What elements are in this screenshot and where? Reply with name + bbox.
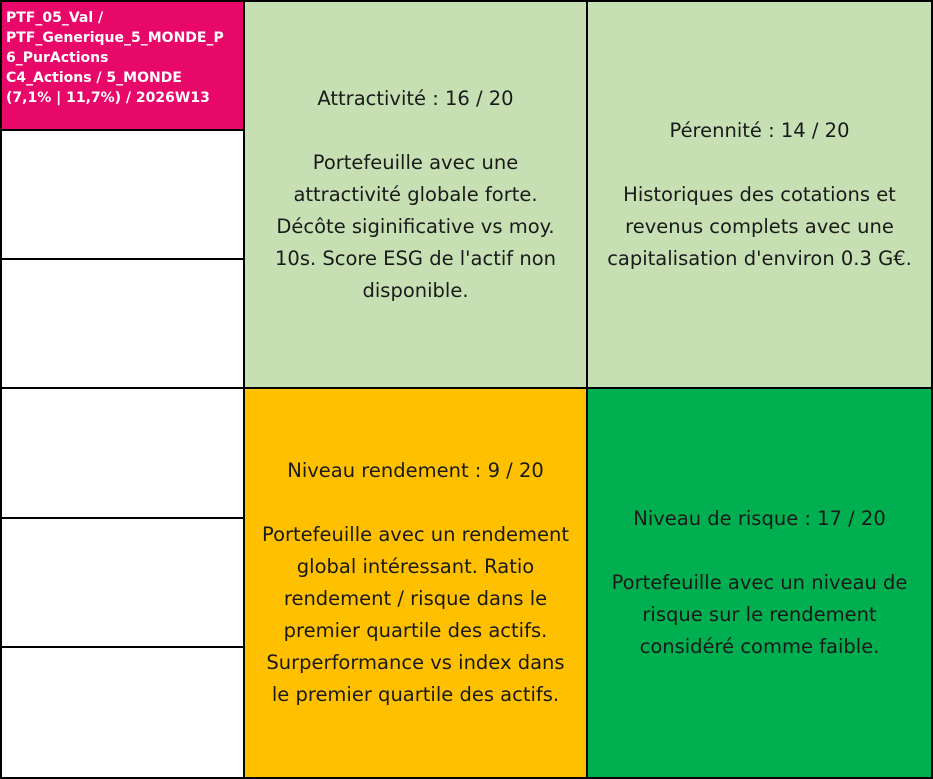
- divider-left-1: [0, 129, 245, 131]
- perennite-title: Pérennité : 14 / 20: [669, 118, 850, 142]
- risque-line-2: risque sur le rendement: [642, 603, 877, 626]
- header-line-4: C4_Actions / 5_MONDE: [6, 70, 182, 86]
- risque-title: Niveau de risque : 17 / 20: [633, 507, 886, 530]
- header-line-1: PTF_05_Val /: [6, 10, 104, 26]
- rendement-line-4: premier quartile des actifs.: [283, 619, 548, 642]
- header-line-3: 6_PurActions: [6, 50, 109, 66]
- rendement-line-3: rendement / risque dans le: [283, 587, 548, 610]
- attractivite-title: Attractivité : 16 / 20: [317, 86, 514, 110]
- perennite-line-1: Historiques des cotations et: [623, 182, 896, 206]
- rendement-line-1: Portefeuille avec un rendement: [262, 523, 569, 546]
- rendement-line-5: Surperformance vs index dans: [266, 651, 565, 674]
- empty-cell-1[interactable]: [2, 131, 243, 258]
- border-left: [0, 0, 2, 779]
- attractivite-line-3: Décôte siginificative vs moy.: [276, 214, 555, 238]
- header-line-5: (7,1% | 11,7%) / 2026W13: [6, 90, 210, 106]
- portfolio-header-cell[interactable]: [2, 2, 243, 129]
- divider-left-2: [0, 258, 245, 260]
- attractivite-line-1: Portefeuille avec une: [312, 150, 519, 174]
- rendement-description: [262, 519, 569, 711]
- attractivite-line-4: 10s. Score ESG de l'actif non: [275, 246, 556, 270]
- risque-line-1: Portefeuille avec un niveau de: [611, 571, 908, 594]
- attractivite-line-2: attractivité globale forte.: [293, 182, 538, 206]
- divider-mid: [0, 387, 933, 389]
- risque-description: [612, 567, 908, 663]
- attractivite-line-5: disponible.: [362, 278, 469, 302]
- perennite-cell[interactable]: [588, 2, 931, 387]
- divider-col-2: [586, 0, 588, 779]
- perennite-line-3: capitalisation d'environ 0.3 G€.: [607, 246, 912, 270]
- risque-cell[interactable]: [588, 389, 931, 777]
- divider-col-1: [243, 0, 245, 779]
- divider-left-4: [0, 646, 245, 648]
- empty-cell-3[interactable]: [2, 389, 243, 517]
- attractivite-description: [275, 147, 556, 307]
- empty-cell-2[interactable]: [2, 260, 243, 387]
- divider-left-3: [0, 517, 245, 519]
- perennite-line-2: revenus complets avec une: [625, 214, 894, 238]
- rendement-cell[interactable]: [245, 389, 586, 777]
- rendement-line-6: le premier quartile des actifs.: [271, 683, 560, 706]
- header-line-2: PTF_Generique_5_MONDE_P: [6, 30, 224, 46]
- empty-cell-5[interactable]: [2, 648, 243, 777]
- perennite-description: [607, 179, 912, 275]
- rendement-line-2: global intéressant. Ratio: [296, 555, 535, 578]
- rendement-title: Niveau rendement : 9 / 20: [287, 459, 544, 482]
- risque-line-3: considéré comme faible.: [639, 635, 880, 658]
- attractivite-cell[interactable]: [245, 2, 586, 387]
- border-top: [0, 0, 933, 2]
- empty-cell-4[interactable]: [2, 519, 243, 646]
